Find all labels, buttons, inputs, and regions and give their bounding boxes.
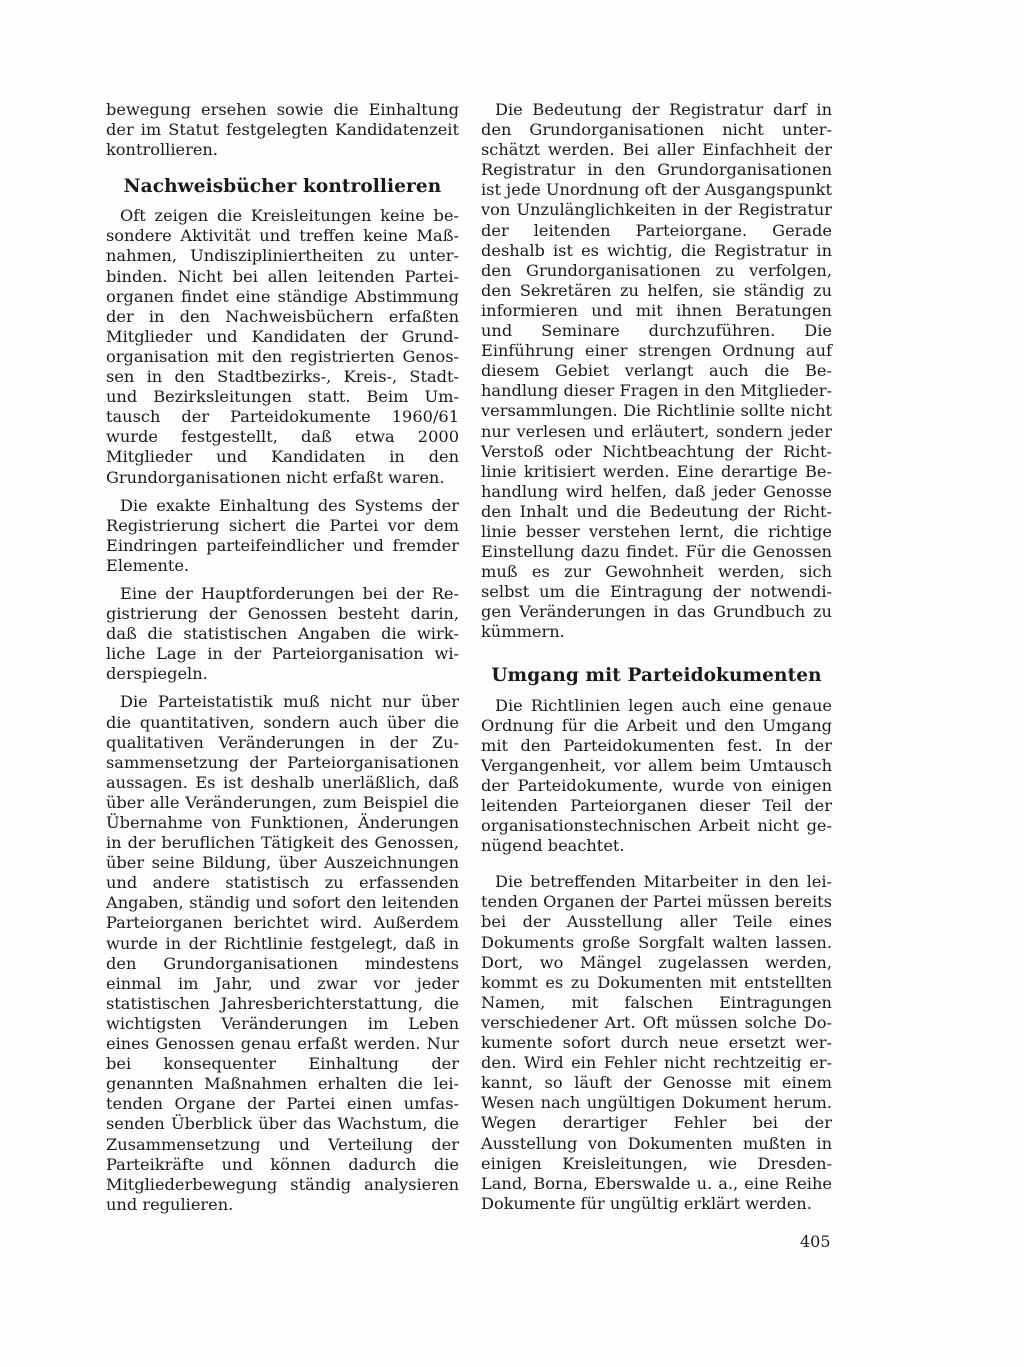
paragraph: Die Richtlinien legen auch eine genaue Ordnung für die Arbeit und den Umgang mit den Parteidokumenten fest. In der Vergangenheit, vor allem beim Umtausch der Parteidokumente, wurde von einigen leitenden Parteiorganen dieser Teil der organisationstechnischen Arbeit nicht genügend beachtet. [481, 695, 832, 856]
section-heading-nachweisbuecher: Nachweisbücher kontrollieren [123, 176, 442, 198]
paragraph: Die betreffenden Mitarbeiter in den leitenden Organen der Partei müssen bereits bei der Ausstellung aller Teile eines Dokuments große Sorgfalt walten lassen. Dort, wo Mängel zugelassen werden, kommt es zu Dokumenten mit entstellten Namen, mit falschen Eintragungen verschiedener Art. Oft müssen solche Dokumente sofort durch neue ersetzt werden. Wird ein Fehler nicht rechtzeitig erkannt, so läuft der Genosse mit einem Wesen nach ungültigen Dokument herum. Wegen derartiger Fehler bei der Ausstellung von Dokumenten mußten in einigen Kreisleitungen, wie Dresden-Land, Borna, Eberswalde u. a., eine Reihe Dokumente für ungültig erklärt werden. [481, 872, 832, 1213]
paragraph: Die Parteistatistik muß nicht nur über die quantitativen, sondern auch über die qualitativen Veränderungen in der Zusammensetzung der Parteiorganisationen aussagen. Es ist deshalb unerläßlich, daß über alle Veränderungen, zum Beispiel die Übernahme von Funktionen, Änderungen in der beruflichen Tätigkeit des Genossen, über seine Bildung, über Auszeichnungen und andere statistisch zu erfassenden Angaben, ständig und sofort den leitenden Parteiorganen berichtet wird. Außerdem wurde in der Richtlinie festgelegt, daß in den Grundorganisationen mindestens einmal im Jahr, und zwar vor jeder statistischen Jahresberichterstattung, die wichtigsten Veränderungen im Leben eines Genossen genau erfaßt werden. Nur bei konsequenter Einhaltung der genannten Maßnahmen erhalten die leitenden Organe der Partei einen umfassenden Überblick über das Wachstum, die Zusammensetzung und Verteilung der Parteikräfte und können dadurch die Mitgliederbewegung ständig analysieren und regulieren. [106, 692, 459, 1214]
paragraph: Eine der Hauptforderungen bei der Registrierung der Genossen besteht darin, daß die statistischen Angaben die wirkliche Lage in der Parteiorganisation widerspiegeln. [106, 583, 459, 684]
right-column [481, 100, 832, 1214]
section-heading-parteidokumente: Umgang mit Parteidokumenten [491, 664, 822, 686]
page-number: 405 [800, 1232, 831, 1251]
paragraph: Die Bedeutung der Registratur darf in den Grundorganisationen nicht unterschätzt werden. Bei aller Einfachheit der Registratur in den Grundorganisationen ist jede Unordnung oft der Ausgangspunkt von Unzulänglichkeiten in der Registratur der leitenden Parteiorgane. Gerade deshalb ist es wichtig, die Registratur in den Grundorganisationen zu verfolgen, den Sekretären zu helfen, sie ständig zu informieren und mit ihnen Beratungen und Seminare durchzuführen. Die Einführung einer strengen Ordnung auf diesem Gebiet verlangt auch die Behandlung dieser Fragen in den Mitgliederversammlungen. Die Richtlinie sollte nicht nur verlesen und erläutert, sondern jeder Verstoß oder Nichtbeachtung der Richtlinie kritisiert werden. Eine derartige Behandlung wird helfen, daß jeder Genosse den Inhalt und die Bedeutung der Richtlinie besser verstehen lernt, die richtige Einstellung dazu findet. Für die Genossen muß es zur Gewohnheit werden, sich selbst um die Eintragung der notwendigen Veränderungen in das Grundbuch zu kümmern. [481, 100, 832, 642]
left-column [106, 100, 459, 1215]
paragraph: Oft zeigen die Kreisleitungen keine besondere Aktivität und treffen keine Maßnahmen, Undiszipliniertheiten zu unterbinden. Nicht bei allen leitenden Parteiorganen findet eine ständige Abstimmung der in den Nachweisbüchern erfaßten Mitglieder und Kandidaten der Grundorganisation mit den registrierten Genossen in den Stadtbezirks-, Kreis-, Stadt- und Bezirksleitungen statt. Beim Umtausch der Parteidokumente 1960/61 wurde festgestellt, daß etwa 2000 Mitglieder und Kandidaten in den Grundorganisationen nicht erfaßt waren. [106, 206, 459, 487]
intro-paragraph: bewegung ersehen sowie die Einhaltung der im Statut festgelegten Kandidatenzeit kontrollieren. [106, 100, 459, 160]
paragraph: Die exakte Einhaltung des Systems der Registrierung sichert die Partei vor dem Eindringen parteifeindlicher und fremder Elemente. [106, 495, 459, 575]
